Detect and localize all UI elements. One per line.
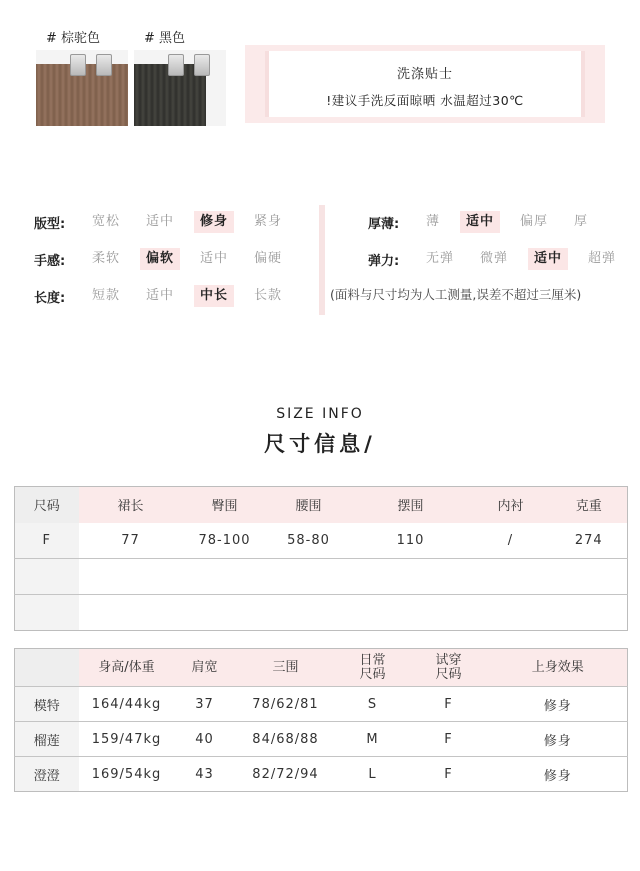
attribute-row [34, 247, 302, 271]
attribute-option-selected: 适中 [460, 211, 500, 233]
attribute-option: 长款 [254, 288, 283, 303]
table-cell: 159/47kg [79, 722, 175, 757]
table-cell: 77 [121, 532, 140, 548]
attribute-option: 厚 [574, 214, 589, 229]
attribute-option: 超弹 [588, 251, 617, 266]
size-info-title-cn: 尺寸信息/ [264, 432, 376, 456]
table-cell: 澄澄 [15, 757, 79, 792]
attribute-option: 偏硬 [254, 251, 283, 266]
attribute-label: 手感: [34, 253, 66, 269]
table-cell-empty [79, 595, 183, 631]
attribute-option-selected: 适中 [528, 248, 568, 270]
table-cell-empty [551, 559, 628, 595]
attribute-option: 偏厚 [520, 214, 549, 229]
table-cell: 110 [396, 532, 425, 548]
attribute-row [368, 210, 608, 234]
header-text: 尺码 [435, 666, 462, 682]
table-cell: 84/68/88 [235, 722, 337, 757]
table-cell: 82/72/94 [235, 757, 337, 792]
attribute-option: 紧身 [254, 214, 283, 229]
table-header-cell: 内衬 [471, 487, 551, 523]
table-header-cell: 摆围 [351, 487, 471, 523]
attribute-label: 版型: [34, 216, 66, 232]
header-text: 日常 [359, 652, 386, 668]
clip-icon [70, 54, 86, 76]
attribute-option: 宽松 [92, 214, 121, 229]
attribute-label: 长度: [34, 290, 66, 306]
table-cell-empty [471, 595, 551, 631]
table-row [15, 722, 628, 757]
table-cell: L [337, 757, 409, 792]
attribute-option: 适中 [200, 251, 229, 266]
table-cell: 58-80 [287, 532, 330, 548]
header-text: 身高/体重 [98, 659, 155, 675]
table-cell: 164/44kg [79, 687, 175, 722]
table-header-cell [175, 649, 235, 687]
model-fit-table [14, 648, 628, 792]
table-row [15, 757, 628, 792]
table-cell: F [409, 722, 489, 757]
table-cell: 37 [175, 687, 235, 722]
table-cell: F [409, 687, 489, 722]
table-row [15, 523, 628, 559]
color-swatch-black [134, 30, 226, 126]
clip-icon [96, 54, 112, 76]
swatch-image [36, 50, 128, 126]
attribute-option: 微弹 [480, 251, 509, 266]
table-row [15, 687, 628, 722]
table-cell: 274 [574, 532, 603, 548]
table-cell: 78/62/81 [235, 687, 337, 722]
table-cell: 修身 [489, 722, 628, 757]
attribute-option: 无弹 [426, 251, 455, 266]
attribute-option-selected: 修身 [194, 211, 234, 233]
table-cell-empty [267, 595, 351, 631]
table-cell: 模特 [15, 687, 79, 722]
attribute-option: 适中 [146, 288, 175, 303]
measurement-note: (面料与尺寸均为人工测量,误差不超过三厘米) [330, 287, 582, 302]
attribute-option: 适中 [146, 214, 175, 229]
table-cell: S [337, 687, 409, 722]
header-text: 三围 [272, 659, 299, 675]
table-header-cell: 臀围 [183, 487, 267, 523]
attribute-row [34, 210, 302, 234]
table-cell: F [15, 523, 79, 559]
table-header-cell [235, 649, 337, 687]
attribute-option: 短款 [92, 288, 121, 303]
table-cell-empty [351, 559, 471, 595]
table-header-cell: 腰围 [267, 487, 351, 523]
table-cell-empty [471, 559, 551, 595]
table-header-cell [337, 649, 409, 687]
clip-icon [194, 54, 210, 76]
table-cell: 43 [175, 757, 235, 792]
attribute-option: 薄 [426, 214, 441, 229]
table-cell-empty [267, 559, 351, 595]
table-header-cell [79, 649, 175, 687]
table-cell-empty [351, 595, 471, 631]
size-table [14, 486, 628, 631]
table-cell: 修身 [489, 757, 628, 792]
table-header-cell: 克重 [551, 487, 628, 523]
color-label: # 棕驼色 [46, 31, 101, 46]
table-cell-empty [79, 559, 183, 595]
color-label: # 黑色 [144, 31, 186, 46]
table-header-cell [15, 649, 79, 687]
table-header-cell: 裙长 [79, 487, 183, 523]
attribute-divider [319, 205, 325, 315]
attribute-row [368, 247, 636, 271]
table-cell: 169/54kg [79, 757, 175, 792]
table-cell: 78-100 [198, 532, 251, 548]
table-header-cell: 尺码 [15, 487, 79, 523]
attribute-row [34, 284, 302, 308]
table-cell: F [409, 757, 489, 792]
table-cell-empty [183, 559, 267, 595]
table-cell: 修身 [489, 687, 628, 722]
table-cell-empty [183, 595, 267, 631]
attribute-label: 弹力: [368, 253, 400, 269]
table-cell: / [507, 532, 514, 548]
table-cell-empty [551, 595, 628, 631]
header-text: 试穿 [435, 652, 462, 668]
clip-icon [168, 54, 184, 76]
attribute-option-selected: 中长 [194, 285, 234, 307]
table-header-cell [409, 649, 489, 687]
size-info-title-en: SIZE INFO [276, 406, 364, 422]
table-cell-empty [15, 559, 79, 595]
table-cell: 榴莲 [15, 722, 79, 757]
table-row-empty [15, 559, 628, 595]
table-cell-empty [15, 595, 79, 631]
table-header-cell [489, 649, 628, 687]
header-text: 尺码 [359, 666, 386, 682]
wash-care-box [245, 45, 605, 123]
swatch-image [134, 50, 226, 126]
header-text: 肩宽 [191, 659, 218, 675]
table-row-empty [15, 595, 628, 631]
attribute-option-selected: 偏软 [140, 248, 180, 270]
table-cell: 40 [175, 722, 235, 757]
table-cell: M [337, 722, 409, 757]
header-text: 上身效果 [531, 659, 584, 675]
color-swatch-camel [36, 30, 128, 126]
care-title: 洗涤贴士 [396, 67, 453, 82]
care-text: !建议手洗反面晾晒 水温超过30℃ [326, 93, 524, 108]
attribute-label: 厚薄: [368, 216, 400, 232]
attribute-option: 柔软 [92, 251, 121, 266]
